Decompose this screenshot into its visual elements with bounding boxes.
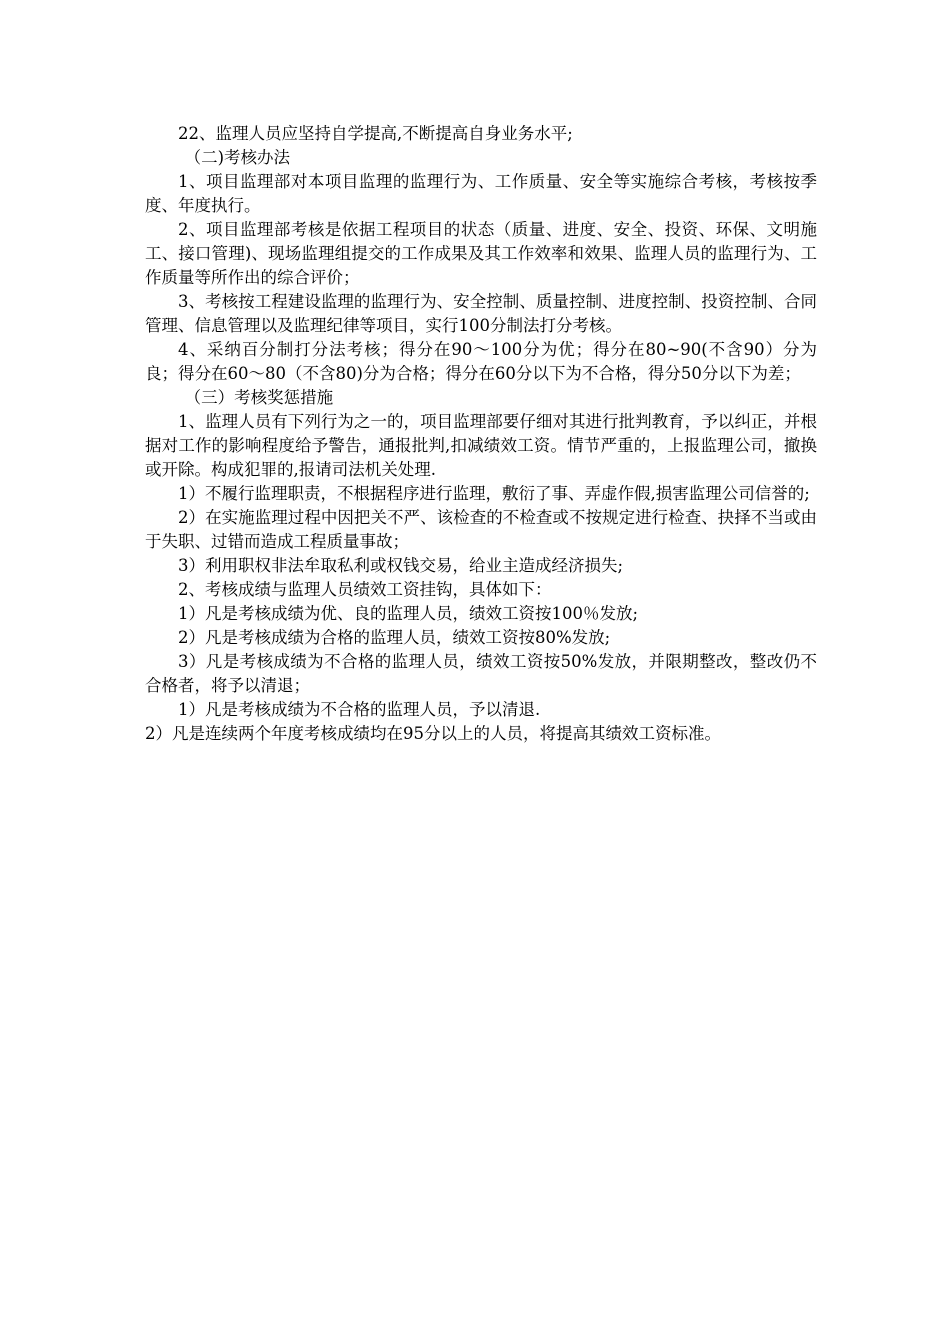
paragraph-assessment-4: 4、采纳百分制打分法考核；得分在90～100分为优；得分在80~90(不含90）分为良；得分在60～80（不含80)分为合格；得分在60分以下为不合格，得分50分以下为差； bbox=[145, 340, 817, 383]
paragraph-assessment-2: 2、项目监理部考核是依据工程项目的状态（质量、进度、安全、投资、环保、文明施工、接口管理)、现场监理组提交的工作成果及其工作效率和效果、监理人员的监理行为、工作质量等所作出的综合评价； bbox=[145, 220, 817, 287]
paragraph-penalty-1-1: 1）不履行监理职责，不根据程序进行监理，敷衍了事、弄虚作假,损害监理公司信誉的; bbox=[178, 484, 810, 503]
paragraph-dismissal-1: 1）凡是考核成绩为不合格的监理人员，予以清退. bbox=[178, 700, 541, 719]
paragraph-assessment-3: 3、考核按工程建设监理的监理行为、安全控制、质量控制、进度控制、投资控制、合同管理、信息管理以及监理纪律等项目，实行100分制法打分考核。 bbox=[145, 292, 817, 335]
paragraph-penalty-1: 1、监理人员有下列行为之一的，项目监理部要仔细对其进行批判教育，予以纠正，并根据对工作的影响程度给予警告，通报批判,扣减绩效工资。情节严重的，上报监理公司，撤换或开除。构成犯罪的,报请司法机关处理. bbox=[145, 412, 817, 479]
paragraph-salary-3: 3）凡是考核成绩为不合格的监理人员，绩效工资按50%发放，并限期整改，整改仍不合格者，将予以清退； bbox=[145, 652, 817, 695]
paragraph-salary-1: 1）凡是考核成绩为优、良的监理人员，绩效工资按100％发放; bbox=[178, 604, 639, 623]
paragraph-bonus-2: 2）凡是连续两个年度考核成绩均在95分以上的人员，将提高其绩效工资标准。 bbox=[145, 724, 721, 743]
section-heading-assessment-method: （二)考核办法 bbox=[184, 148, 291, 167]
paragraph-item-22: 22、监理人员应坚持自学提高,不断提高自身业务水平; bbox=[178, 124, 573, 143]
paragraph-salary-2: 2）凡是考核成绩为合格的监理人员，绩效工资按80%发放; bbox=[178, 628, 611, 647]
document-page bbox=[145, 122, 817, 746]
paragraph-assessment-1: 1、项目监理部对本项目监理的监理行为、工作质量、安全等实施综合考核，考核按季度、年度执行。 bbox=[145, 172, 817, 215]
paragraph-penalty-1-3: 3）利用职权非法牟取私利或权钱交易，给业主造成经济损失; bbox=[178, 556, 624, 575]
section-heading-rewards-penalties: （三）考核奖惩措施 bbox=[184, 388, 334, 407]
paragraph-penalty-1-2: 2）在实施监理过程中因把关不严、该检查的不检查或不按规定进行检查、抉择不当或由于失职、过错而造成工程质量事故； bbox=[145, 508, 817, 551]
paragraph-salary-link: 2、考核成绩与监理人员绩效工资挂钩，具体如下： bbox=[178, 580, 552, 599]
